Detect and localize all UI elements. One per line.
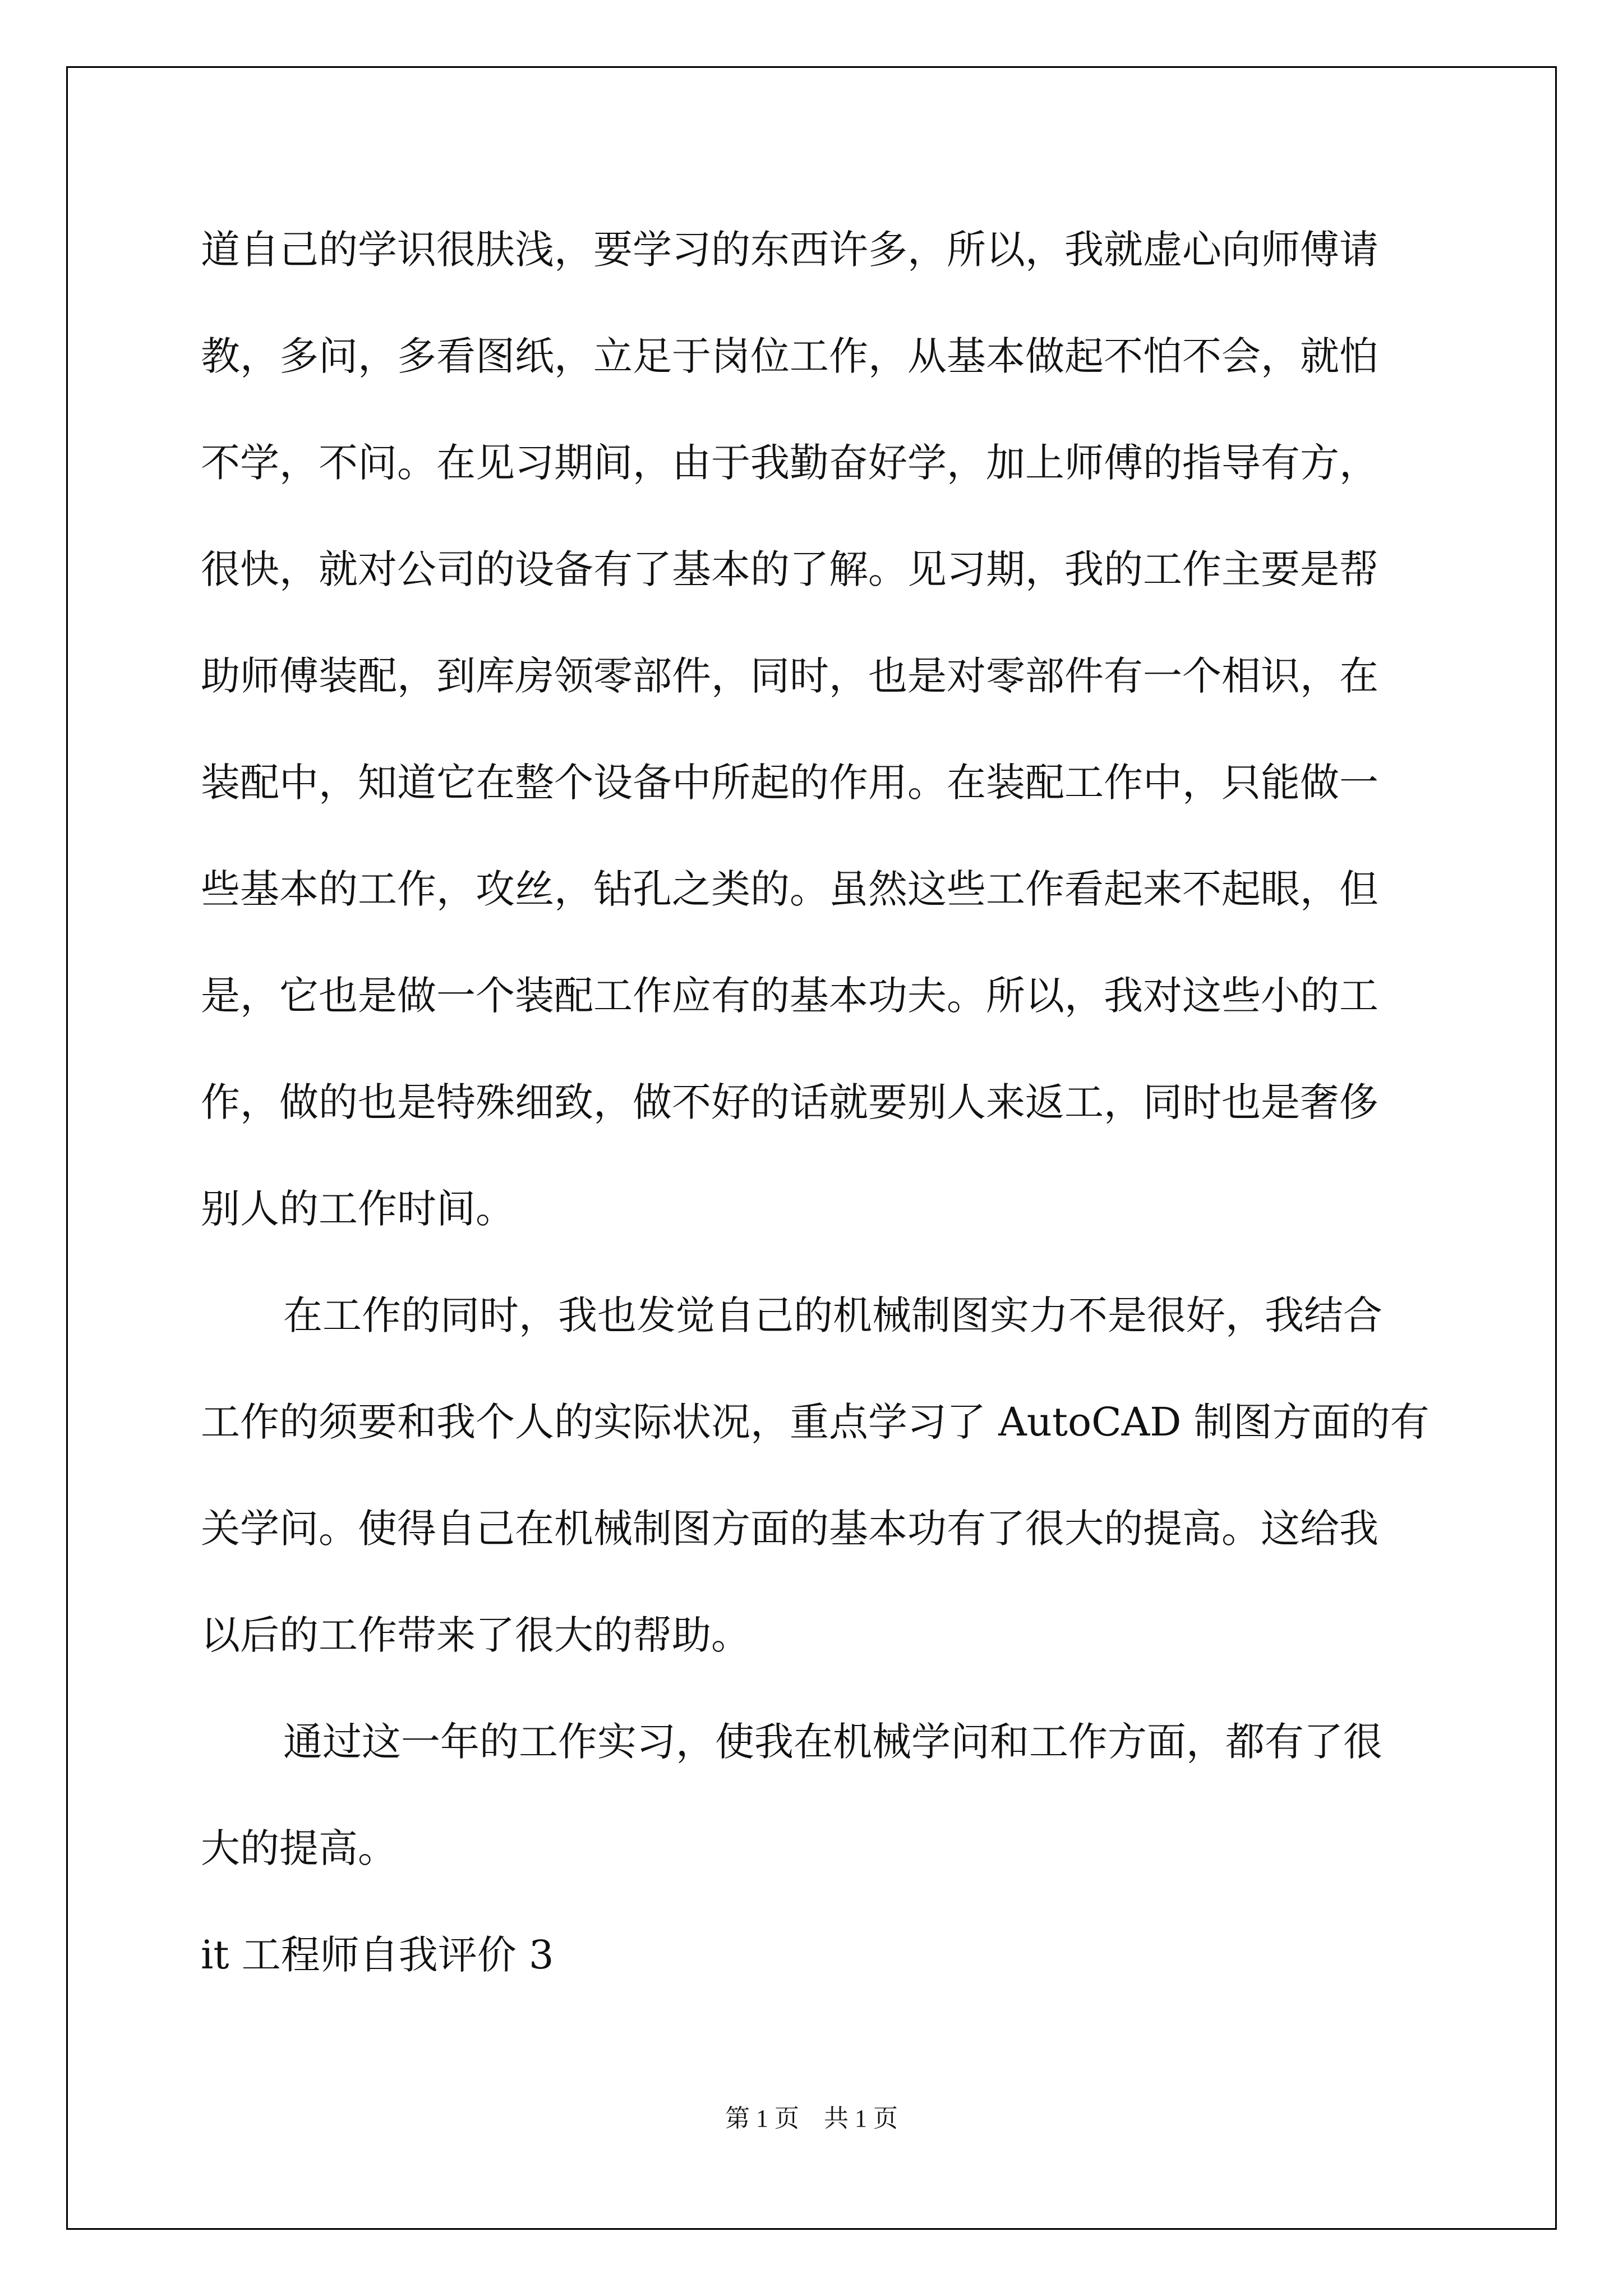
paragraph-line: 大的提高。 [201,1825,397,1871]
paragraph-line: 很快，就对公司的设备有了基本的了解。见习期，我的工作主要是帮 [201,546,1378,592]
paragraph-line: 是，它也是做一个装配工作应有的基本功夫。所以，我对这些小的工 [201,973,1378,1019]
paragraph-line: 别人的工作时间。 [201,1186,515,1232]
paragraph-line: 不学，不问。在见习期间，由于我勤奋好学，加上师傅的指导有方， [201,440,1378,486]
paragraph-line: 作，做的也是特殊细致，做不好的话就要别人来返工，同时也是奢侈 [201,1079,1378,1125]
section-heading: it 工程师自我评价 3 [201,1932,554,1978]
paragraph-line: 助师傅装配，到库房领零部件，同时，也是对零部件有一个相识，在 [201,653,1378,699]
paragraph-line: 关学问。使得自己在机械制图方面的基本功有了很大的提高。这给我 [201,1506,1378,1552]
paragraph-line: 些基本的工作，攻丝，钻孔之类的。虽然这些工作看起来不起眼，但 [201,866,1378,912]
page-border [66,66,1557,2230]
paragraph-line: 工作的须要和我个人的实际状况，重点学习了 AutoCAD 制图方面的有 [201,1399,1430,1445]
paragraph-line: 在工作的同时，我也发觉自己的机械制图实力不是很好，我结合 [283,1292,1382,1338]
page-footer: 第 1 页 共 1 页 [725,2105,898,2132]
paragraph-line: 道自己的学识很肤浅，要学习的东西许多，所以，我就虚心向师傅请 [201,227,1378,273]
paragraph-line: 以后的工作带来了很大的帮助。 [201,1612,750,1658]
paragraph-line: 装配中，知道它在整个设备中所起的作用。在装配工作中，只能做一 [201,760,1378,806]
paragraph-line: 通过这一年的工作实习，使我在机械学问和工作方面，都有了很 [283,1719,1382,1765]
paragraph-line: 教，多问，多看图纸，立足于岗位工作，从基本做起不怕不会，就怕 [201,333,1378,379]
